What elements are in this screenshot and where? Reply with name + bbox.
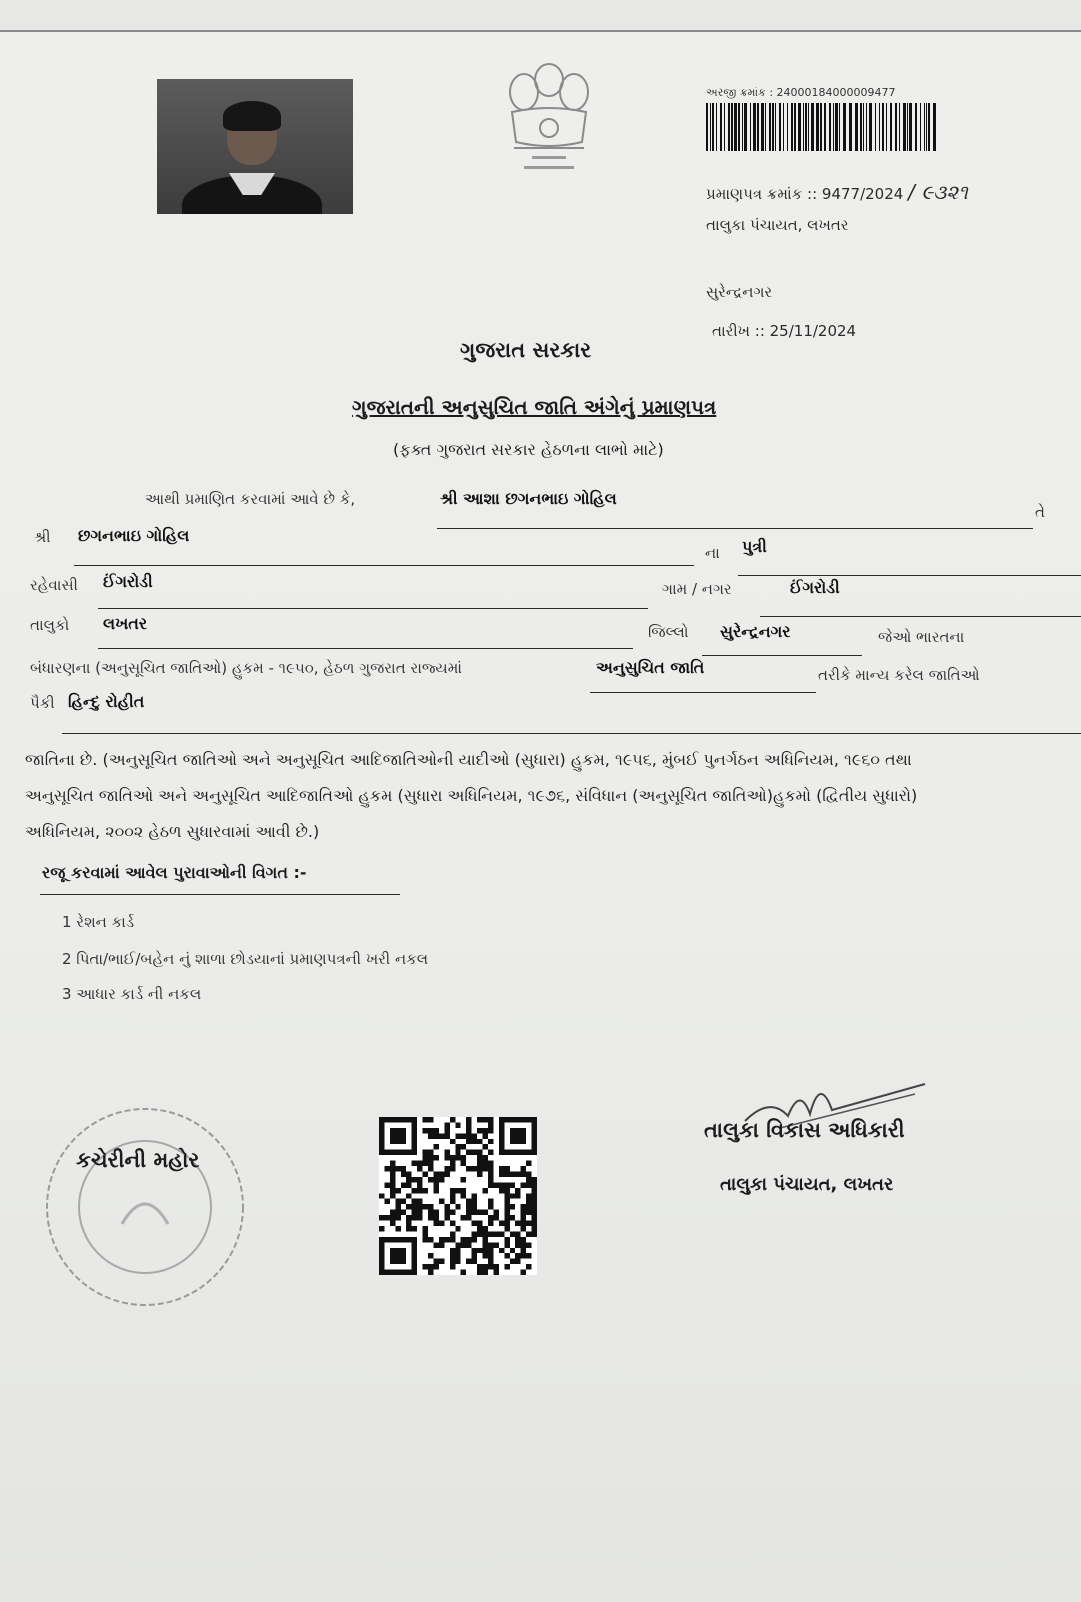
relation: પુત્રી <box>742 537 767 556</box>
certificate-number <box>706 180 968 204</box>
legal-line-1: જાતિના છે. (અનુસૂચિત જાતિઓ અને અનુસૂચિત આદિજાતિઓની યાદીઓ (સુધારા) હુકમ, ૧૯૫૬, મુંબઈ પુનર્ગઠન અધિનિયમ, ૧૯૬૦ તથા <box>25 750 912 769</box>
village-label: ગામ / નગર <box>662 580 732 598</box>
taluka-label: તાલુકો <box>30 616 70 634</box>
applicant-name: શ્રી આશા છગનભાઇ ગોહિલ <box>440 489 617 508</box>
barcode <box>706 103 936 151</box>
resident-label: રહેવાસી <box>30 576 78 594</box>
na-label: ના <box>705 544 720 562</box>
certificate-number-text: પ્રમાણપત્ર ક્રમાંક :: 9477/2024 <box>706 185 904 203</box>
intro-label: આથી પ્રમાણિત કરવામાં આવે છે કે, <box>145 490 356 508</box>
document-item-1: 1 રેશન કાર્ડ <box>62 913 135 931</box>
district-name: સુરેન્દ્રનગર <box>706 283 773 301</box>
stamp-label: કચેરીની મહોર <box>76 1148 200 1172</box>
constitution-label: બંધારણના (અનુસૂચિત જાતિઓ) હુકમ - ૧૯૫૦, હેઠળ ગુજરાત રાજ્યમાં <box>30 659 462 677</box>
legal-line-2: અનુસૂચિત જાતિઓ અને અનુસૂચિત આદિજાતિઓ હુકમ (સુધારા અધિનિયમ, ૧૯૭૬, સંવિધાન (અનુસૂચિત જાતિઓ)હુકમો (દ્વિતીય સુધારો) <box>25 786 918 805</box>
village-value: ઈંગરોડી <box>790 578 840 597</box>
office-stamp <box>42 1104 248 1310</box>
legal-line-3: અધિનિયમ, ૨૦૦૨ હેઠળ સુધારવામાં આવી છે.) <box>25 822 320 841</box>
handwritten-number: / ૯૩૨૧ <box>908 180 968 204</box>
father-name: છગનભાઇ ગોહિલ <box>78 526 190 545</box>
district-label: જિલ્લો <box>648 623 689 641</box>
officer-office: તાલુકા પંચાયત, લખતર <box>720 1174 894 1195</box>
issue-date: તારીખ :: 25/11/2024 <box>712 322 857 340</box>
documents-heading: રજૂ કરવામાં આવેલ પુરાવાઓની વિગત :- <box>42 863 307 882</box>
government-title: ગુજરાત સરકાર <box>460 338 592 362</box>
recognized-label: તરીકે માન્ય કરેલ જાતિઓ <box>818 666 980 684</box>
legal-paragraph <box>25 742 1065 850</box>
among-label: પૈકી <box>30 694 55 712</box>
photo-hair <box>223 101 281 131</box>
issuing-office: તાલુકા પંચાયત, લખતર <box>706 216 849 234</box>
national-emblem-icon <box>494 52 604 182</box>
shri-label: શ્રી <box>34 528 51 546</box>
certificate-title: ગુજરાતની અનુસુચિત જાતિ અંગેનું પ્રમાણપત્ર <box>352 395 717 419</box>
document-item-3: 3 આધાર કાર્ડ ની નકલ <box>62 985 202 1003</box>
application-number: અરજી ક્રમાંક : 24000184000009477 <box>706 86 896 99</box>
resident-value: ઈંગરોડી <box>103 572 153 591</box>
officer-title: તાલુકા વિકાસ અધિકારી <box>704 1118 905 1142</box>
category-value: અનુસુચિત જાતિ <box>596 658 705 677</box>
india-label: જેઓ ભારતના <box>878 628 965 646</box>
document-item-2: 2 પિતા/ભાઈ/બહેન નું શાળા છોડયાનાં પ્રમાણપત્રની ખરી નકલ <box>62 950 429 968</box>
caste-value: હિન્દુ રોહીત <box>68 692 145 711</box>
taluka-value: લખતર <box>103 614 148 633</box>
certificate-subtitle: (ફક્ત ગુજરાત સરકાર હેઠળના લાભો માટે) <box>393 440 664 459</box>
te-label: તે <box>1035 503 1045 521</box>
applicant-photo <box>157 79 353 214</box>
district-value: સુરેન્દ્રનગર <box>720 622 791 641</box>
qr-code <box>379 1117 537 1275</box>
